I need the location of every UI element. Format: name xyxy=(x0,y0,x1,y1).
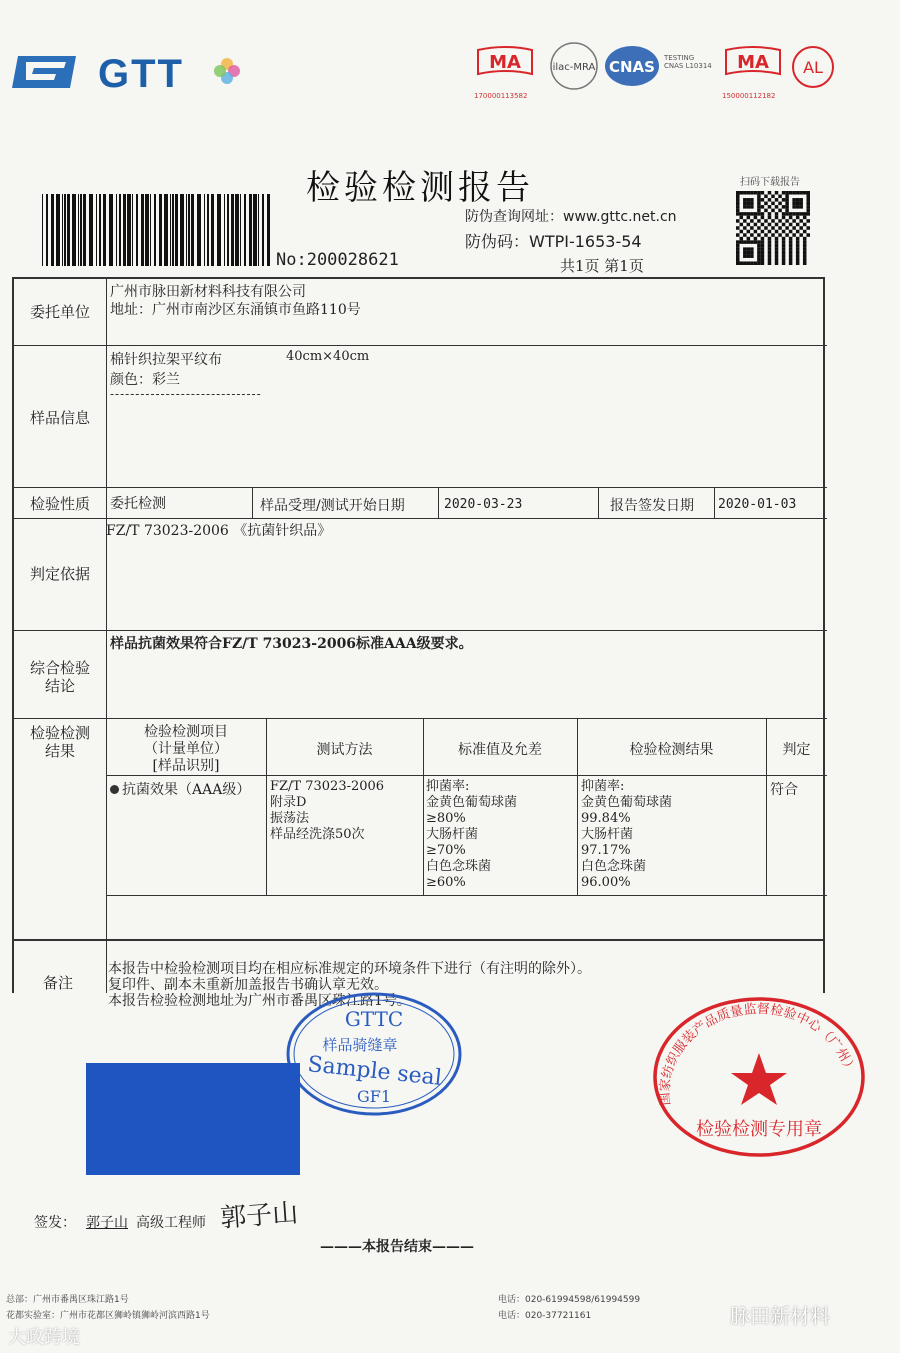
seal-gttc-top: GTTC xyxy=(344,1007,404,1031)
report-table xyxy=(12,277,825,941)
cal-mark xyxy=(790,44,836,94)
result-line: 金黄色葡萄球菌 xyxy=(581,795,673,810)
sample-seal-stamp xyxy=(285,992,463,1117)
basis-label: 判定依据 xyxy=(29,565,90,583)
result-line: 96.00% xyxy=(581,875,631,890)
seal-red-arc: 国家纺织服装产品质量监督检验中心（广州） xyxy=(657,1001,858,1107)
accept-date-value: 2020-03-23 xyxy=(444,497,523,512)
header-standard: 标准值及允差 xyxy=(458,742,542,758)
conclusion-label-1: 综合检验 xyxy=(29,659,90,677)
result-judgement: 符合 xyxy=(770,782,798,798)
header-item-2: （计量单位） xyxy=(144,741,228,757)
redacted-block xyxy=(86,1063,300,1175)
official-seal-stamp xyxy=(650,995,868,1160)
standard-line: ≥60% xyxy=(426,875,466,890)
result-line: 97.17% xyxy=(581,843,631,858)
signature-line xyxy=(34,1212,206,1232)
result-standard xyxy=(426,779,517,891)
standard-line: ≥80% xyxy=(426,811,466,826)
standard-line: ≥70% xyxy=(426,843,466,858)
header-item-3: [样品识别] xyxy=(152,758,220,774)
client-address: 地址：广州市南沙区东涌镇市鱼路110号 xyxy=(110,302,361,318)
gtt-logo-icon xyxy=(12,52,78,92)
cnas-caption: TESTING CNAS L10314 xyxy=(664,54,712,70)
footer-hq: 总部：广州市番禺区珠江路1号 xyxy=(6,1295,129,1305)
ilac-mra-mark xyxy=(548,40,600,96)
basis-value: FZ/T 73023-2006 《抗菌针织品》 xyxy=(106,523,332,539)
cnas-text: CNAS xyxy=(609,58,655,76)
signature-prefix: 签发： xyxy=(34,1215,76,1231)
page-title: 检验检测报告 xyxy=(306,168,534,208)
conclusion-value: 样品抗菌效果符合FZ/T 73023-2006标准AAA级要求。 xyxy=(110,636,473,652)
note-line-3: 本报告检验检测地址为广州市番禺区珠江路1号。 xyxy=(108,993,411,1009)
client-name: 广州市脉田新材料科技有限公司 xyxy=(110,284,306,300)
footer-lab: 花都实验室：广州市花都区狮岭镇狮岭河滨西路1号 xyxy=(6,1311,210,1321)
signatory-name: 郭子山 xyxy=(86,1215,128,1231)
footer-tel2: 电话：020-37721161 xyxy=(498,1311,592,1321)
nature-value: 委托检测 xyxy=(110,496,166,512)
sample-label: 样品信息 xyxy=(29,409,90,427)
ilac-text: ilac-MRA xyxy=(552,62,596,73)
flower-logo-icon xyxy=(212,56,242,86)
result-method xyxy=(270,779,384,843)
method-line: 附录D xyxy=(270,795,307,810)
cma-text-2: MA xyxy=(737,52,769,73)
sample-dashes: ------------------------------ xyxy=(110,387,262,401)
results-label-2: 结果 xyxy=(44,742,75,760)
result-item xyxy=(110,779,250,799)
standard-line: 大肠杆菌 xyxy=(426,827,479,842)
header-method: 测试方法 xyxy=(316,742,373,758)
standard-line: 抑菌率: xyxy=(426,779,470,794)
result-line: 大肠杆菌 xyxy=(581,827,634,842)
footer-tel1: 电话：020-61994598/61994599 xyxy=(498,1295,641,1305)
page-count: 共1页 第1页 xyxy=(560,257,644,275)
signatory-title: 高级工程师 xyxy=(136,1215,206,1231)
note-line-1: 本报告中检验检测项目均在相应标准规定的环境条件下进行（有注明的除外）。 xyxy=(108,961,591,977)
conclusion-label-2: 结论 xyxy=(44,677,75,695)
method-line: 样品经洗涤50次 xyxy=(270,827,365,842)
watermark-left: 大政跨境 xyxy=(8,1327,80,1348)
sample-name: 棉针织拉架平纹布 xyxy=(110,352,222,368)
standard-line: 金黄色葡萄球菌 xyxy=(426,795,518,810)
sample-size: 40cm×40cm xyxy=(286,349,370,364)
header-item-1: 检验检测项目 xyxy=(144,724,228,740)
result-line: 99.84% xyxy=(581,811,631,826)
qr-caption: 扫码下载报告 xyxy=(740,177,800,188)
watermark-right: 脉田新材料 xyxy=(730,1304,830,1328)
result-item-text: 抗菌效果（AAA级） xyxy=(122,782,251,798)
handwritten-signature: 郭子山 xyxy=(219,1198,300,1234)
notes-label: 备注 xyxy=(42,974,73,992)
client-label: 委托单位 xyxy=(29,303,90,321)
antifake-code: 防伪码：WTPI-1653-54 xyxy=(465,232,642,251)
star-icon xyxy=(731,1053,787,1105)
method-line: 振荡法 xyxy=(270,811,310,826)
seal-gttc-mid: 样品骑缝章 xyxy=(322,1036,398,1054)
header-judgement: 判定 xyxy=(782,742,811,758)
cma-text: MA xyxy=(489,52,521,73)
method-line: FZ/T 73023-2006 xyxy=(270,779,385,794)
report-number: No:200028621 xyxy=(276,250,399,270)
accept-date-label: 样品受理/测试开始日期 xyxy=(260,498,405,514)
cma-mark-2 xyxy=(722,44,784,100)
result-line: 白色念珠菌 xyxy=(581,859,647,874)
issue-date-label: 报告签发日期 xyxy=(610,498,694,514)
qr-code-icon[interactable] xyxy=(736,188,810,268)
results-label-1: 检验检测 xyxy=(29,724,90,742)
result-values xyxy=(581,779,672,891)
end-of-report: ———本报告结束——— xyxy=(320,1239,474,1255)
seal-red-bottom: 检验检测专用章 xyxy=(696,1119,822,1140)
header-result: 检验检测结果 xyxy=(629,742,714,758)
seal-gttc-en: Sample seal xyxy=(306,1052,443,1092)
barcode-icon xyxy=(42,194,274,266)
bullet-icon xyxy=(110,785,119,794)
antifake-url: 防伪查询网址：www.gttc.net.cn xyxy=(465,209,677,225)
result-line: 抑菌率: xyxy=(581,779,625,794)
standard-line: 白色念珠菌 xyxy=(426,859,492,874)
brand-name: GTT xyxy=(98,52,184,96)
note-line-2: 复印件、副本未重新加盖报告书确认章无效。 xyxy=(108,977,388,993)
cal-text: AL xyxy=(803,58,823,77)
cnas-mark xyxy=(604,44,662,94)
sample-color: 颜色：彩兰 xyxy=(110,372,180,388)
cma-mark xyxy=(474,44,536,100)
seal-gttc-code: GF1 xyxy=(356,1087,392,1106)
nature-label: 检验性质 xyxy=(29,495,90,513)
issue-date-value: 2020-01-03 xyxy=(718,497,797,512)
cma-number-2: 150000112182 xyxy=(722,92,776,100)
cma-number: 170000113582 xyxy=(474,92,528,100)
